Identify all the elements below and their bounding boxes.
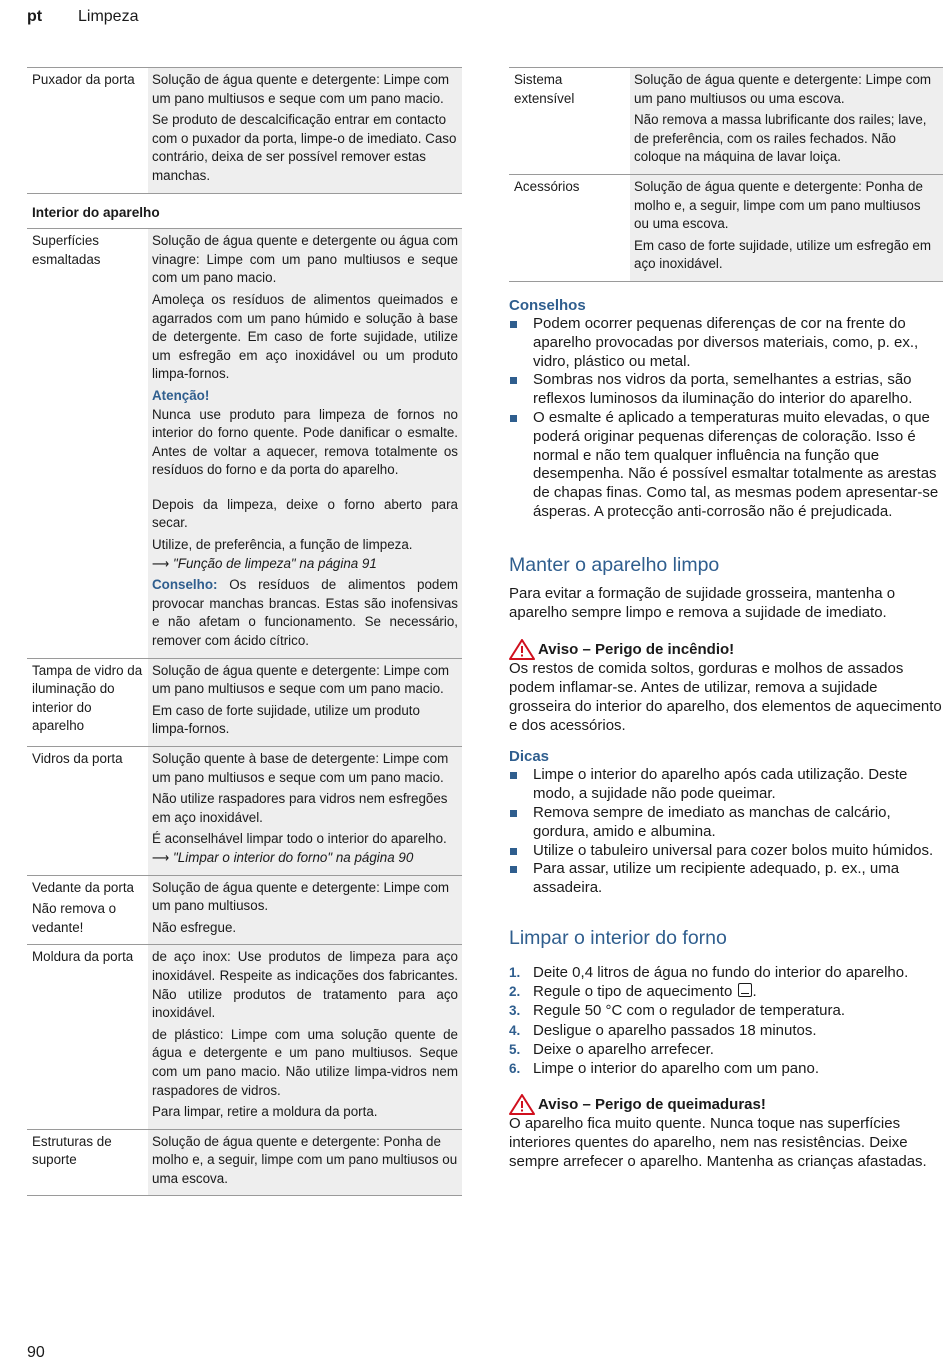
cell-text: Solução de água quente e detergente: Ponha de molho e, a seguir, limpe com um pano multiusos ou uma escova.: [152, 1133, 458, 1186]
tip: [152, 576, 458, 650]
list-item: Sombras nos vidros da porta, semelhantes a estrias, são reflexos luminosos da iluminação do interior do aparelho.: [509, 371, 943, 409]
right-column: [509, 67, 943, 1172]
arrow-right-icon: ⟶: [152, 849, 170, 865]
table-row: [27, 68, 462, 194]
row-value: [148, 1129, 462, 1196]
row-label: Acessórios: [509, 174, 630, 281]
hints-list: [509, 766, 943, 898]
cell-text: Amoleça os resíduos de alimentos queimados e agarrados com um pano húmido e solução à base de detergente. Em caso de forte sujidade, utilize um esfregão em aço inoxidável ou um produto limpa-fornos.: [152, 291, 458, 382]
step-number: 6.: [509, 1061, 521, 1077]
row-label: Tampa de vidro da iluminação do interior do aparelho: [27, 658, 148, 746]
step-text: Regule o tipo de aquecimento: [533, 983, 733, 1001]
cell-text: Solução de água quente e detergente ou água com vinagre: Limpe com um pano multiusos e seque com um pano macio.: [152, 233, 458, 286]
cell-text: Depois da limpeza, deixe o forno aberto para secar.: [152, 496, 458, 531]
step-item: [509, 1040, 943, 1059]
step-number: 5.: [509, 1041, 521, 1057]
section-heading: Interior do aparelho: [27, 193, 462, 229]
hints-title: Dicas: [509, 748, 550, 766]
row-value: [630, 68, 943, 175]
step-text: Deixe o aparelho arrefecer.: [533, 1040, 714, 1058]
row-label: Estruturas de suporte: [27, 1129, 148, 1196]
cell-text: Não esfregue.: [152, 919, 237, 935]
section-heading: Limpar o interior do forno: [509, 927, 727, 950]
reference-link[interactable]: "Limpar o interior do forno" na página 90: [173, 849, 414, 865]
cell-text: de aço inox: Use produtos de limpeza para aço inoxidável. Respeite as indicações dos fabricantes. Não utilize produtos de tratamento para aço inoxidável.: [152, 949, 458, 1021]
list-item: Para assar, utilize um recipiente adequado, p. ex., uma assadeira.: [509, 860, 943, 898]
burn-warning-heading: [509, 1094, 943, 1115]
step-item: [509, 1059, 943, 1078]
cell-text: Solução de água quente e detergente: Limpe com um pano multiusos.: [152, 879, 450, 914]
warning-triangle-icon: [509, 639, 535, 660]
label-note: Não remova o vedante!: [32, 901, 117, 935]
cell-text: Solução de água quente e detergente: Limpe com um pano multiusos e seque com um pano macio.: [152, 72, 450, 106]
row-label: Puxador da porta: [27, 68, 148, 194]
cleaning-table-right: [509, 67, 943, 282]
warning-triangle-icon: [509, 1094, 535, 1115]
step-text: Desligue o aparelho passados 18 minutos.: [533, 1021, 817, 1039]
cell-text: Solução de água quente e detergente: Ponha de molho e, a seguir, limpe com um pano multiusos ou uma escova.: [634, 178, 923, 232]
table-row: [27, 1129, 462, 1196]
cell-text: Para limpar, retire a moldura da porta.: [152, 1104, 378, 1120]
step-item: [509, 1021, 943, 1040]
section-heading: Manter o aparelho limpo: [509, 553, 720, 576]
row-label: [27, 875, 148, 945]
left-column: [27, 67, 462, 1196]
paragraph: Para evitar a formação de sujidade grosseira, mantenha o aparelho sempre limpo e remova a sujidade de imediato.: [509, 584, 896, 621]
step-item: [509, 1001, 943, 1020]
cell-text: Solução quente à base de detergente: Limpe com um pano multiusos e seque com um pano macio.: [152, 751, 449, 785]
tips-title: Conselhos: [509, 296, 586, 314]
list-item: Utilize o tabuleiro universal para cozer bolos muito húmidos.: [509, 842, 943, 861]
cell-text: Solução de água quente e detergente: Limpe com um pano multiusos ou uma escova.: [634, 72, 932, 106]
tip-label: Conselho:: [152, 577, 218, 593]
table-row: [509, 174, 943, 281]
keep-clean-section: [509, 553, 943, 898]
cell-text: Em caso de forte sujidade, utilize um produto limpa-fornos.: [152, 702, 420, 737]
row-label: Sistema extensível: [509, 68, 630, 175]
cell-text: de plástico: Limpe com uma solução quente de água e detergente e um pano multiusos. Seque com um pano macio. Não utilize limpa-vidros nem raspadores de vidros.: [152, 1026, 458, 1098]
step-text: Limpe o interior do aparelho com um pano.: [533, 1060, 819, 1078]
step-text: Regule 50 °C com o regulador de temperatura.: [533, 1002, 846, 1020]
table-row: [27, 945, 462, 1129]
fire-warning-heading: [509, 639, 943, 660]
cleaning-table-left: [27, 67, 462, 1196]
step-item: [509, 982, 943, 1001]
list-item: O esmalte é aplicado a temperaturas muito elevadas, o que poderá originar pequenas diferenças de coloração. Isso é normal e não tem qualquer influência na função que desempenha. Não é possível esmaltar totalmente as arestas de chapas finas. Como tal, as mesmas podem apresentar-se ásperas. A protecção anti-corrosão não é prejudicada.: [509, 409, 943, 522]
cell-text: Não remova a massa lubrificante dos railes; lave, de preferência, com os railes fechados. Não coloque na máquina de lavar loiça.: [634, 112, 927, 165]
step-number: 4.: [509, 1022, 521, 1038]
section-title: Limpeza: [78, 8, 139, 25]
attention-text: Nunca use produto para limpeza de fornos no interior do forno quente. Pode danificar o esmalte. Antes de voltar a aquecer, remova totalmente os resíduos do forno e da porta do aparelho.: [152, 406, 458, 478]
row-label: Superfícies esmaltadas: [32, 233, 101, 267]
attention-label: Atenção!: [152, 387, 210, 403]
arrow-right-icon: ⟶: [152, 555, 170, 571]
label-text: Vedante da porta: [32, 879, 135, 895]
cross-reference[interactable]: [152, 555, 458, 574]
step-suffix: .: [752, 983, 757, 1001]
row-value: [148, 68, 462, 194]
clean-interior-section: [509, 926, 943, 1172]
list-item: Podem ocorrer pequenas diferenças de cor na frente do aparelho provocadas por diversos materiais, como, p. ex., vidro, plástico ou metal.: [509, 315, 943, 371]
table-row: [27, 875, 462, 945]
step-item: [509, 963, 943, 982]
language-code: pt: [27, 8, 43, 25]
reference-link[interactable]: "Função de limpeza" na página 91: [173, 555, 377, 571]
list-item: Remova sempre de imediato as manchas de calcário, gordura, amido e albumina.: [509, 804, 943, 842]
section-row: [27, 193, 462, 229]
warning-text: Os restos de comida soltos, gorduras e molhos de assados podem inflamar-se. Antes de utilizar, remova a sujidade grosseira do interior do aparelho, dos elementos de aquecimento e dos acessórios.: [509, 660, 942, 734]
row-label: Vidros da porta: [27, 747, 148, 876]
row-value: [630, 174, 943, 281]
table-row: [27, 658, 462, 746]
cell-text: Utilize, de preferência, a função de limpeza.: [152, 537, 413, 553]
tips-list: [509, 315, 943, 522]
tip-text: Os resíduos de alimentos podem provocar manchas brancas. Estas são inofensivas e não afetam o funcionamento. Se necessário, remover com ácido cítrico.: [152, 577, 458, 649]
warning-text: O aparelho fica muito quente. Nunca toque nas superfícies interiores quentes do aparelho, nem nas resistências. Deixe sempre arrefecer o aparelho. Mantenha as crianças afastadas.: [509, 1115, 927, 1170]
step-number: 3.: [509, 1003, 521, 1019]
cell-text: Não utilize raspadores para vidros nem esfregões em aço inoxidável.: [152, 791, 448, 825]
list-item: Limpe o interior do aparelho após cada utilização. Deste modo, a sujidade não pode queimar.: [509, 766, 943, 804]
step-number: 2.: [509, 984, 521, 1000]
table-row: [27, 747, 462, 876]
row-value: [148, 875, 462, 945]
table-row: [509, 68, 943, 175]
row-value: [148, 658, 462, 746]
page-header: [27, 8, 139, 26]
row-label: Moldura da porta: [27, 945, 148, 1129]
cell-text: Solução de água quente e detergente: Limpe com um pano multiusos e seque com um pano macio.: [152, 662, 450, 697]
step-number: 1.: [509, 965, 521, 981]
page-number: 90: [27, 1344, 45, 1361]
warning-title: Aviso – Perigo de queimaduras!: [538, 1096, 766, 1114]
warning-title: Aviso – Perigo de incêndio!: [538, 641, 735, 659]
table-row: [27, 229, 462, 658]
cell-text: É aconselhável limpar todo o interior do aparelho.: [152, 831, 447, 847]
cross-reference[interactable]: [152, 849, 458, 868]
tips-section: [509, 296, 943, 522]
cell-text: Em caso de forte sujidade, utilize um esfregão em aço inoxidável.: [634, 237, 931, 272]
row-value: [148, 229, 462, 658]
bottom-heat-icon: [738, 983, 752, 997]
row-value: [148, 945, 462, 1129]
step-text: Deite 0,4 litros de água no fundo do interior do aparelho.: [533, 964, 909, 982]
steps-list: [509, 963, 943, 1078]
row-value: [148, 747, 462, 876]
cell-text: Se produto de descalcificação entrar em contacto com o puxador da porta, limpe-o de imediato. Caso contrário, deixa de ser possível remover estas manchas.: [152, 112, 457, 183]
